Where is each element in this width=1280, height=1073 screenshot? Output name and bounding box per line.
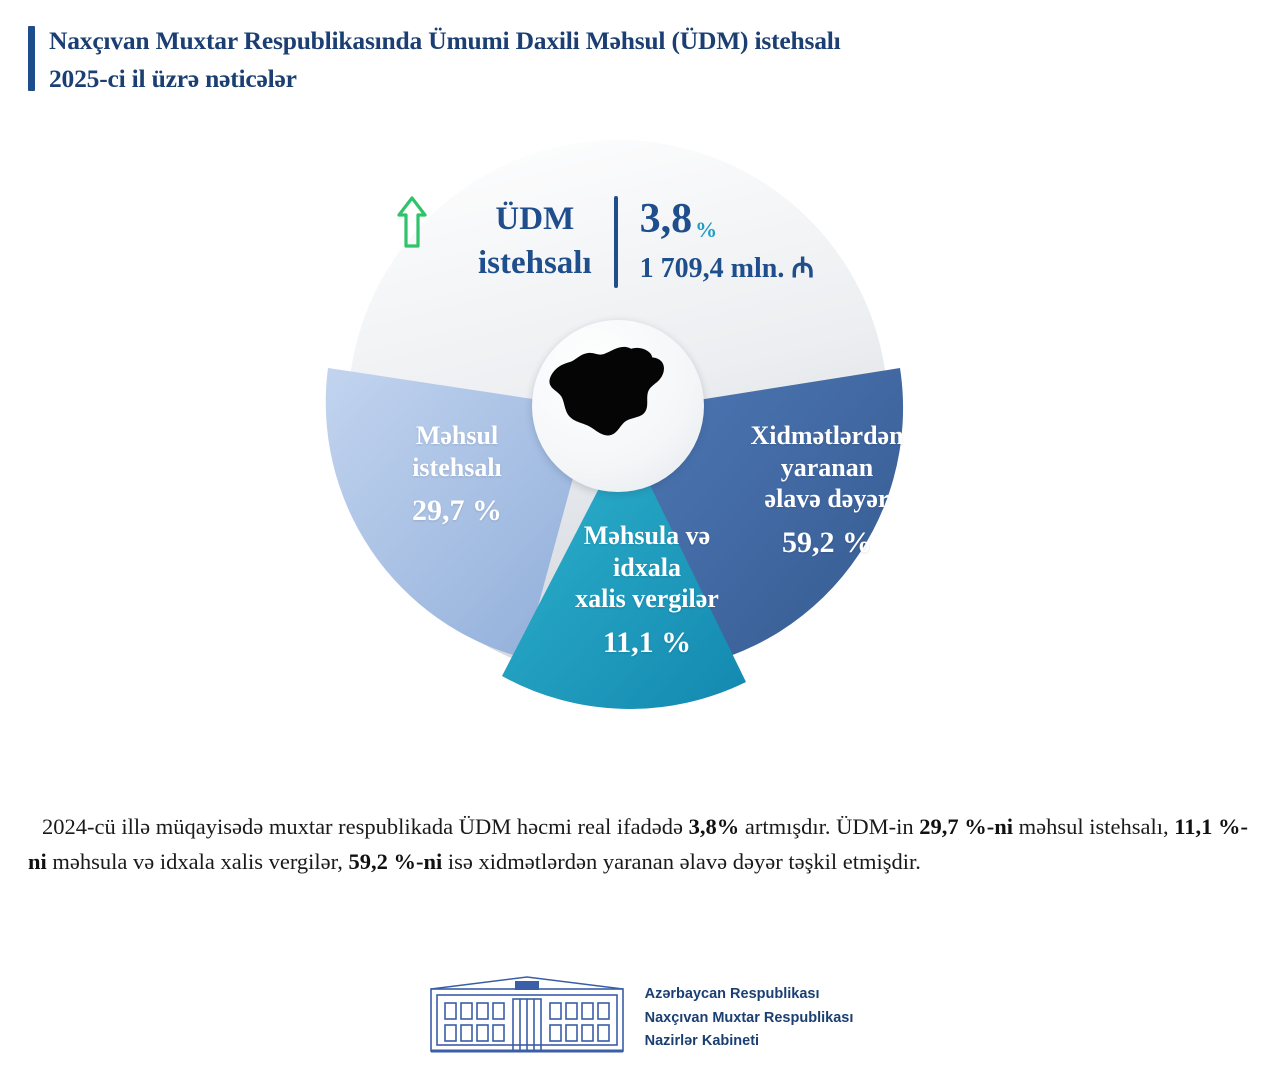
segment-xidmetler-title-2: yaranan [780, 452, 874, 482]
segment-label-xidmetler [702, 420, 952, 562]
udm-amount: 1 709,4 mln. ₼ [639, 252, 815, 284]
header-text [49, 22, 841, 97]
footer-line-1: Azərbaycan Respublikası [644, 986, 820, 1003]
paragraph-bold-2: 29,7 %-ni [919, 814, 1014, 839]
paragraph-part-1: 2024-cü illə müqayisədə muxtar respublikada ÜDM həcmi real ifadədə [42, 814, 689, 839]
government-building-icon [427, 975, 627, 1062]
chart-container [0, 120, 1280, 780]
summary-paragraph [28, 810, 1252, 880]
center-summary [396, 196, 896, 288]
udm-label [478, 198, 614, 285]
footer [0, 975, 1280, 1062]
footer-line-3: Nazirlər Kabineti [644, 1033, 760, 1050]
segment-vergiler-title-2: idxala [613, 552, 681, 582]
udm-metrics [618, 195, 815, 286]
segment-xidmetler-value: 59,2 % [782, 526, 872, 560]
donut-chart [310, 120, 970, 730]
footer-text [645, 983, 854, 1053]
segment-label-mehsul [332, 420, 582, 530]
paragraph-part-5: isə xidmətlərdən yaranan əlavə dəyər təşkil etmişdir. [442, 848, 921, 874]
paragraph-part-3: məhsul istehsalı, [1013, 814, 1175, 839]
paragraph-bold-4: 59,2 %-ni [348, 848, 443, 874]
segment-mehsul-value: 29,7 % [412, 494, 502, 528]
paragraph-bold-3: 11,1 %-ni [28, 814, 1249, 874]
growth-value: 3,8 [639, 195, 693, 242]
growth-row [639, 195, 814, 246]
segment-mehsul-title-2: istehsalı [412, 452, 502, 482]
page-header [28, 22, 841, 97]
segment-vergiler-value: 11,1 % [602, 626, 692, 660]
segment-xidmetler-title-3: əlavə dəyər [764, 484, 890, 514]
page-title-line-1: Naxçıvan Muxtar Respublikasında Ümumi Daxili Məhsul (ÜDM) istehsalı [49, 26, 841, 55]
udm-label-line-2: istehsalı [477, 245, 592, 281]
paragraph-bold-1: 3,8% [688, 814, 740, 839]
udm-label-line-1: ÜDM [495, 201, 575, 238]
segment-mehsul-title-1: Məhsul [415, 421, 499, 450]
segment-xidmetler-title-1: Xidmətlərdən [750, 421, 904, 450]
paragraph-part-2: artmışdır. ÜDM-in [739, 814, 920, 839]
header-accent-bar [28, 26, 35, 91]
segment-vergiler-title-3: xalis vergilər [575, 584, 719, 614]
footer-line-2: Naxçıvan Muxtar Respublikası [644, 1009, 854, 1026]
segment-vergiler-title-1: Məhsula və [583, 521, 711, 550]
page-title-line-2: 2025-ci il üzrə nəticələr [49, 63, 297, 93]
growth-unit: % [695, 216, 718, 242]
paragraph-part-4: məhsula və idxala xalis vergilər, [46, 848, 349, 874]
